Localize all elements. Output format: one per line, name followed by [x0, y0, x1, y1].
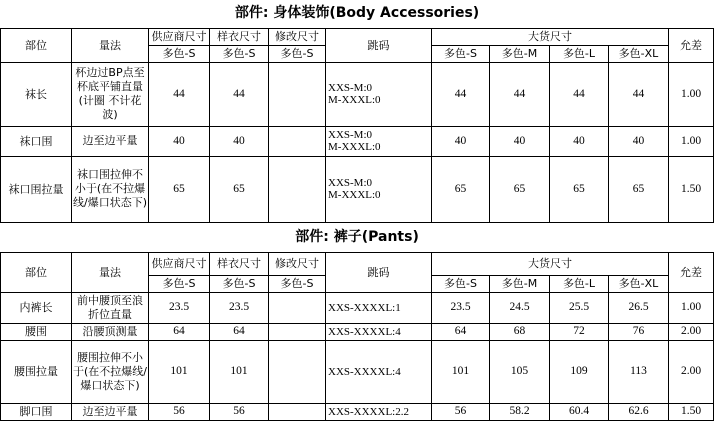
cell-tolerance: 2.00 [669, 323, 714, 340]
cell-bulk-size: 65 [432, 156, 490, 222]
grading-line: M-XXXL:0 [328, 189, 381, 201]
header-sample-size: 样衣尺寸 [210, 28, 269, 45]
grading-line: XXS-M:0 [328, 177, 373, 189]
subheader-revised: 多色-S [269, 275, 326, 292]
header-grading: 跳码 [326, 252, 432, 292]
table-row [1, 156, 714, 222]
cell-supplier-size: 23.5 [149, 292, 210, 323]
cell-supplier-size: 101 [149, 340, 210, 403]
cell-tolerance: 1.50 [669, 156, 714, 222]
cell-bulk-size: 68 [490, 323, 550, 340]
cell-sample-size: 40 [210, 126, 269, 156]
cell-bulk-size: 56 [432, 403, 490, 420]
cell-part: 内裤长 [1, 292, 72, 323]
subheader-bulk: 多色-S [432, 45, 490, 62]
cell-bulk-size: 101 [432, 340, 490, 403]
cell-part: 袜口围拉量 [1, 156, 72, 222]
cell-bulk-size: 44 [490, 62, 550, 126]
cell-grading [326, 292, 432, 323]
cell-supplier-size: 64 [149, 323, 210, 340]
header-supplier-size: 供应商尺寸 [149, 252, 210, 275]
header-revised-size: 修改尺寸 [269, 28, 326, 45]
cell-bulk-size: 40 [550, 126, 609, 156]
grading-line: XXS-XXXXL:4 [328, 365, 401, 378]
cell-part: 脚口围 [1, 403, 72, 420]
section-title-row [1, 0, 714, 28]
cell-tolerance: 1.50 [669, 403, 714, 420]
grading-line: XXS-XXXXL:1 [328, 301, 401, 314]
cell-part: 袜长 [1, 62, 72, 126]
cell-method: 沿腰顶测量 [72, 323, 149, 340]
cell-grading [326, 62, 432, 126]
header-tolerance: 允差 [669, 252, 714, 292]
cell-part: 袜口围 [1, 126, 72, 156]
table-row [1, 323, 714, 340]
cell-revised-size [269, 62, 326, 126]
cell-tolerance: 1.00 [669, 126, 714, 156]
cell-bulk-size: 105 [490, 340, 550, 403]
subheader-bulk: 多色-L [550, 275, 609, 292]
cell-bulk-size: 76 [609, 323, 669, 340]
cell-supplier-size: 40 [149, 126, 210, 156]
header-part: 部位 [1, 28, 72, 62]
cell-sample-size: 101 [210, 340, 269, 403]
cell-part: 腰围 [1, 323, 72, 340]
cell-bulk-size: 60.4 [550, 403, 609, 420]
cell-bulk-size: 65 [490, 156, 550, 222]
table-row [1, 403, 714, 420]
header-revised-size: 修改尺寸 [269, 252, 326, 275]
header-bulk-size: 大货尺寸 [432, 28, 669, 45]
section-title: 部件: 裤子(Pants) [1, 222, 714, 252]
table-body [1, 0, 714, 420]
cell-part: 腰围拉量 [1, 340, 72, 403]
grading-line: M-XXXL:0 [328, 141, 381, 153]
cell-bulk-size: 40 [609, 126, 669, 156]
cell-bulk-size: 58.2 [490, 403, 550, 420]
cell-revised-size [269, 323, 326, 340]
cell-bulk-size: 62.6 [609, 403, 669, 420]
cell-supplier-size: 56 [149, 403, 210, 420]
header-row [1, 252, 714, 275]
table-row [1, 292, 714, 323]
cell-grading [326, 403, 432, 420]
subheader-bulk: 多色-S [432, 275, 490, 292]
cell-bulk-size: 44 [550, 62, 609, 126]
cell-grading [326, 156, 432, 222]
header-grading: 跳码 [326, 28, 432, 62]
cell-bulk-size: 26.5 [609, 292, 669, 323]
header-part: 部位 [1, 252, 72, 292]
cell-bulk-size: 109 [550, 340, 609, 403]
grading-line: XXS-M:0 [328, 129, 373, 141]
cell-bulk-size: 65 [550, 156, 609, 222]
cell-revised-size [269, 403, 326, 420]
header-supplier-size: 供应商尺寸 [149, 28, 210, 45]
section-title: 部件: 身体装饰(Body Accessories) [1, 0, 714, 28]
cell-grading [326, 323, 432, 340]
subheader-bulk: 多色-M [490, 275, 550, 292]
subheader-sample: 多色-S [210, 45, 269, 62]
subheader-sample: 多色-S [210, 275, 269, 292]
subheader-bulk: 多色-XL [609, 275, 669, 292]
subheader-supplier: 多色-S [149, 45, 210, 62]
cell-method: 边至边平量 [72, 403, 149, 420]
cell-grading [326, 340, 432, 403]
cell-sample-size: 56 [210, 403, 269, 420]
grading-line: XXS-XXXXL:2.2 [328, 405, 409, 418]
cell-method: 杯边过BP点至杯底平铺直量(计圈 不计花波) [72, 62, 149, 126]
cell-bulk-size: 44 [432, 62, 490, 126]
subheader-revised: 多色-S [269, 45, 326, 62]
cell-revised-size [269, 340, 326, 403]
cell-sample-size: 44 [210, 62, 269, 126]
subheader-bulk: 多色-M [490, 45, 550, 62]
cell-sample-size: 23.5 [210, 292, 269, 323]
cell-tolerance: 1.00 [669, 292, 714, 323]
header-method: 量法 [72, 28, 149, 62]
cell-tolerance: 2.00 [669, 340, 714, 403]
cell-bulk-size: 72 [550, 323, 609, 340]
cell-bulk-size: 65 [609, 156, 669, 222]
cell-bulk-size: 24.5 [490, 292, 550, 323]
cell-grading [326, 126, 432, 156]
cell-supplier-size: 44 [149, 62, 210, 126]
cell-bulk-size: 25.5 [550, 292, 609, 323]
cell-revised-size [269, 156, 326, 222]
table-row [1, 340, 714, 403]
cell-bulk-size: 40 [490, 126, 550, 156]
cell-method: 腰围拉伸不小于(在不拉爆线/爆口状态下) [72, 340, 149, 403]
header-row [1, 28, 714, 45]
cell-sample-size: 65 [210, 156, 269, 222]
cell-method: 袜口围拉伸不小于(在不拉爆线/爆口状态下) [72, 156, 149, 222]
cell-supplier-size: 65 [149, 156, 210, 222]
header-bulk-size: 大货尺寸 [432, 252, 669, 275]
cell-method: 边至边平量 [72, 126, 149, 156]
grading-line: M-XXXL:0 [328, 94, 381, 106]
subheader-bulk: 多色-XL [609, 45, 669, 62]
subheader-supplier: 多色-S [149, 275, 210, 292]
grading-line: XXS-M:0 [328, 82, 373, 94]
grading-line: XXS-XXXXL:4 [328, 325, 401, 338]
section-title-row [1, 222, 714, 252]
table-row [1, 126, 714, 156]
cell-sample-size: 64 [210, 323, 269, 340]
header-method: 量法 [72, 252, 149, 292]
cell-tolerance: 1.00 [669, 62, 714, 126]
cell-revised-size [269, 292, 326, 323]
cell-revised-size [269, 126, 326, 156]
subheader-bulk: 多色-L [550, 45, 609, 62]
header-tolerance: 允差 [669, 28, 714, 62]
header-sample-size: 样衣尺寸 [210, 252, 269, 275]
cell-bulk-size: 40 [432, 126, 490, 156]
cell-bulk-size: 23.5 [432, 292, 490, 323]
cell-bulk-size: 113 [609, 340, 669, 403]
table-row [1, 62, 714, 126]
cell-bulk-size: 64 [432, 323, 490, 340]
cell-method: 前中腰顶至浪折位直量 [72, 292, 149, 323]
cell-bulk-size: 44 [609, 62, 669, 126]
